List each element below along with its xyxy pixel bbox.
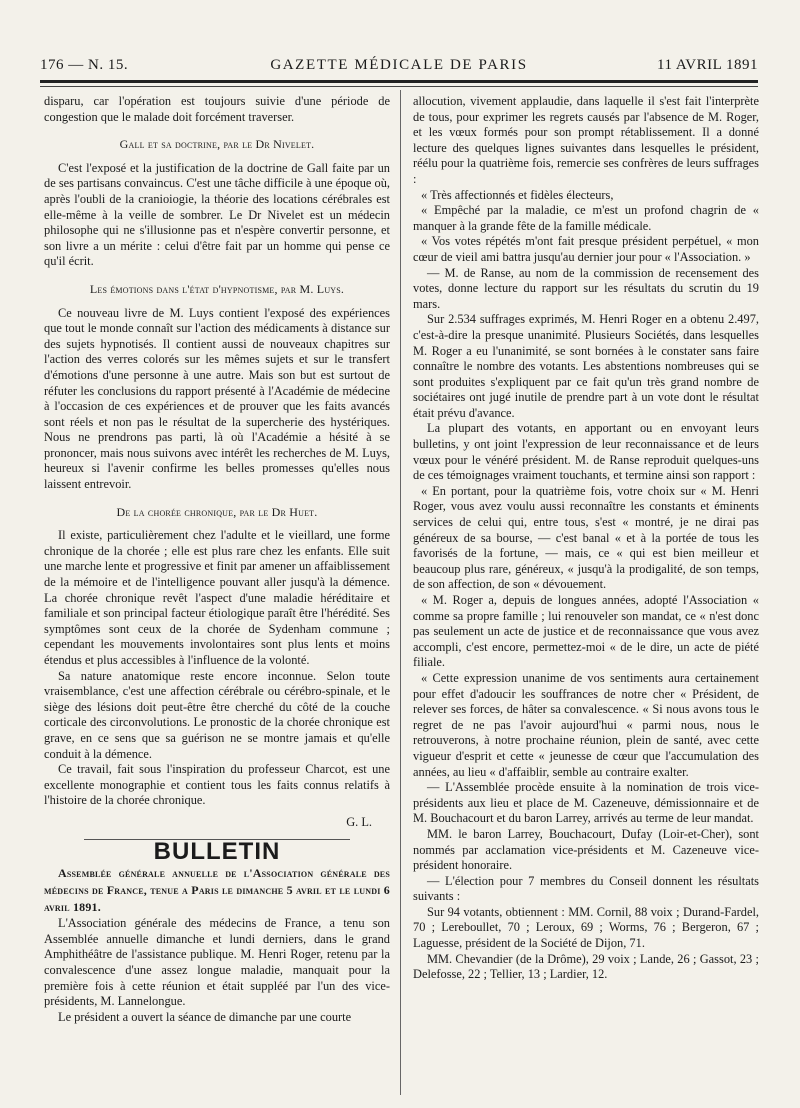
quote-paragraph: « En portant, pour la quatrième fois, votre choix sur « M. Henri Roger, vous avez voulu aussi reconnaître les constants et éminents services de celui qui, entre tous, s'est « montré, je ne dirai pas généreux de sa bourse, — c'est banal « et à la portée de tous les favorisés de la fortune, — mais, ce « qui est bien meilleur et beaucoup plus rare, généreux, « jusqu'à la prodigalité, de son temps, de son affection, de son « dévouement. — [413, 483, 759, 592]
bulletin-heading: BULLETIN — [153, 837, 281, 865]
page-number: 176 — N. 15. — [40, 57, 129, 73]
quote-line: « Vos votes répétés m'ont fait presque président perpétuel, « mon cœur de vieil ami battra jusqu'au dernier jour pour « l'Association. » — [413, 234, 759, 264]
section-heading-huet: De la chorée chronique, par le Dr Huet. — [116, 504, 318, 519]
paragraph: allocution, vivement applaudie, dans laquelle il s'est fait l'interprète de tous, pour exprimer les regrets causés par l'absence de M. Roger, et les vœux formés pour son prompt rétablissement. Il a donné lecture des quelques lignes suivantes dans lesquelles le président, réélu pour la quatrième fois, remercie ses confrères de leurs suffrages : — [413, 94, 759, 186]
paragraph: — M. de Ranse, au nom de la commission de recensement des votes, donne lecture du rapport sur les résultats du scrutin du 19 mars. — [413, 265, 759, 311]
paragraph: MM. le baron Larrey, Bouchacourt, Dufay (Loir-et-Cher), sont nommés par acclamation vice-présidents et M. Cazeneuve vice-président honoraire. — [413, 826, 759, 873]
paragraph: Sur 94 votants, obtiennent : MM. Cornil, 88 voix ; Durand-Fardel, 70 ; Lereboullet, 70 ; Leroux, 69 ; Worms, 76 ; Bergeron, 67 ; Laguesse, président de la Société de Dijon, 71. — [413, 904, 759, 951]
quote-line: « Empêché par la maladie, ce m'est un profond chagrin de « manquer à la grande fête de la famille médicale. — [413, 203, 759, 233]
paragraph: disparu, car l'opération est toujours suivie d'une période de congestion que le malade doit forcément traverser. — [44, 94, 390, 124]
journal-title: GAZETTE MÉDICALE DE PARIS — [270, 57, 528, 73]
paragraph: La plupart des votants, en apportant ou en envoyant leurs bulletins, y ont joint l'expression de leur reconnaissance et de leurs vœux pour le vénéré président. M. de Ranse reproduit quelques-uns de ces témoignages vraiment touchants, et termine ainsi son rapport : — [413, 421, 759, 483]
paragraph: Ce travail, fait sous l'inspiration du professeur Charcot, est une excellente monographie et contient tous les faits connus relatifs à l'histoire de la chorée chronique. — [44, 762, 390, 808]
paragraph: L'Association générale des médecins de France, a tenu son Assemblée annuelle dimanche et lundi derniers, dans le grand Amphithéâtre de l'assistance publique. M. Henri Roger, retenu par la convalescence d'une assez longue maladie, manquait pour la première fois à cette réunion et était suppléé par l'un des vice-présidents, M. Lannelongue. — [44, 916, 390, 1009]
header-rule-thick — [40, 80, 758, 83]
header-rule-thin — [40, 86, 758, 87]
left-column — [44, 94, 390, 1025]
paragraph: Il existe, particulièrement chez l'adulte et le vieillard, une forme chronique de la chorée ; elle est plus rare chez les enfants. Elle suit une marche lente et progressive et finit par amener un affaiblissement de la mémoire et de l'intelligence pouvant aller jusqu'à la démence. La chorée chronique revêt l'aspect d'une maladie héréditaire et familiale et son principal facteur étiologique paraît être l'hérédité. Ses symptômes sont ceux de la chorée de Sydenham commune ; cependant les mouvements involontaires sont plus lents et moins étendus et plus accessibles à l'influence de la volonté. — [44, 528, 390, 667]
section-heading-gall: Gall et sa doctrine, par le Dr Nivelet. — [119, 137, 315, 152]
quote-line: « Très affectionnés et fidèles électeurs, — [421, 187, 614, 202]
paragraph: Sur 2.534 suffrages exprimés, M. Henri Roger en a obtenu 2.497, c'est-à-dire la presque unanimité. Plusieurs Sociétés, dans lesquelles M. Roger a eu l'unanimité, se sont bornées à le constater sans faire connaître le nombre des votants. Les abstentions nombreuses qui se sont produites s'expliquent par ce fait qu'un très grand nombre de sociétaires ont jugé inutile de prendre part à un vote dont le résultat était prévu d'avance. — [413, 312, 759, 420]
issue-date: 11 AVRIL 1891 — [657, 57, 758, 73]
column-divider — [400, 90, 401, 1095]
signature: G. L. — [346, 814, 372, 829]
paragraph: — L'élection pour 7 membres du Conseil donnent les résultats suivants : — [413, 873, 759, 904]
paragraph: Le président a ouvert la séance de dimanche par une courte — [58, 1009, 352, 1024]
paragraph: Sa nature anatomique reste encore inconnue. Selon toute vraisemblance, c'est une affection cérébrale ou cérébro-spinale, et le siège des lésions doit peut-être être cherché du côté de la couche corticale des circonvolutions. Le pronostic de la chorée chronique est grave, en ce sens que sa guérison ne se montre jamais et qu'elle conduit à la démence. — [44, 668, 390, 761]
quote-paragraph: « M. Roger a, depuis de longues années, adopté l'Association « comme sa propre famille ; lui renouveler son mandat, ce « n'est donc pas seulement un acte de justice et de reconnaissance que vous avez accompli, c'est encore, permettez-moi « de le dire, un acte de piété filiale. — [413, 593, 759, 670]
page-header — [40, 57, 758, 79]
assembly-title: Assemblée générale annuelle de l'Association générale des médecins de France, tenue a Paris le dimanche 5 avril et le lundi 6 avril 1891. — [44, 866, 390, 915]
section-heading-luys: Les émotions dans l'état d'hypnotisme, par M. Luys. — [89, 281, 345, 296]
paragraph: MM. Chevandier (de la Drôme), 29 voix ; Lande, 26 ; Gassot, 23 ; Delefosse, 22 ; Tellier, 13 ; Lardier, 12. — [413, 951, 759, 982]
paragraph: Ce nouveau livre de M. Luys contient l'exposé des expériences que tout le monde connaît sur l'action des médicaments à distance sur des sujets hypnotisés. Il contient aussi de nouveaux chapitres sur l'action des verres colorés sur les mêmes sujets et sur le transfert d'émotions d'une personne à une autre. Mais son but est surtout de réfuter les conclusions du rapport présenté à l'Académie de médecine à l'occasion de ces expériences et de prouver que les faits avancés sont réels et non pas le résultat de la supercherie des hystériques. Nous ne prendrons pas parti, là où l'Académie a hésité à se prononcer, mais nous suivons avec intérêt les recherches de M. Luys, heureux si l'avenir confirme les belles promesses qu'elles nous laissent entrevoir. — [44, 305, 390, 492]
paragraph: — L'Assemblée procède ensuite à la nomination de trois vice-présidents aux lieu et place de M. Cazeneuve, démissionnaire et de M. Bouchacourt et du baron Larrey, arrivés au terme de leur mandat. — [413, 780, 759, 826]
paragraph: C'est l'exposé et la justification de la doctrine de Gall faite par un de ses partisans convaincus. C'est une tâche difficile à une époque où, après l'oubli de la cranioiogie, la théorie des locations cérébrales est elle-même à la veille de sombrer. Le Dr Nivelet est un médecin philosophe qui ne s'illusionne pas et n'espère convertir personne, et son livre a un mérite : celui d'être fait par un homme qui pense ce qu'il écrit. — [44, 160, 390, 269]
right-column — [413, 94, 759, 983]
quote-paragraph: « Cette expression unanime de vos sentiments aura certainement pour effet d'adoucir les souffrances de notre cher « Président, de relever ses forces, de hâter sa convalescence. « Si nous avons tous le regret de ne pas l'avoir aujourd'hui « parmi nous, nous le retrouverons, à notre prochaine réunion, plein de santé, avec cette vigueur d'esprit et cette « jeunesse de cœur que l'accumulation des années, au lieu « d'affaiblir, semble au contraire exalter. — [413, 670, 759, 779]
